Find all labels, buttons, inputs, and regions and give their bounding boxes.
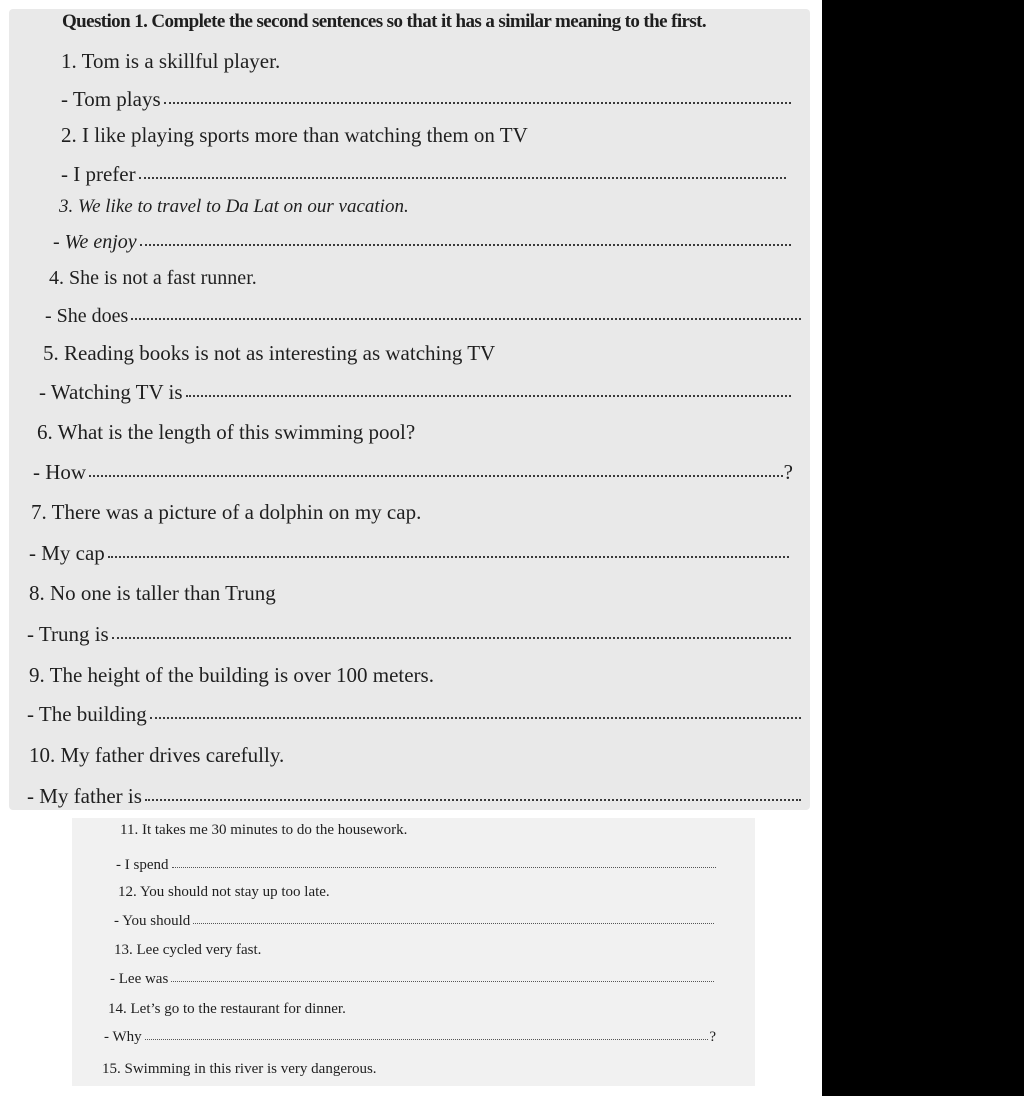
- item-15-prompt: 15. Swimming in this river is very dangerous.: [102, 1061, 377, 1077]
- answer-lead: - Watching TV is: [39, 380, 183, 404]
- item-6-answer-line[interactable]: [33, 460, 793, 485]
- answer-lead: - My cap: [29, 541, 105, 565]
- item-10-prompt: 10. My father drives carefully.: [29, 743, 285, 767]
- dotted-blank: [171, 981, 714, 982]
- item-7-prompt: 7. There was a picture of a dolphin on my cap.: [31, 500, 422, 524]
- dotted-blank: [164, 102, 791, 104]
- item-11-answer-line[interactable]: [116, 857, 716, 874]
- dotted-blank: [139, 177, 786, 179]
- item-1-prompt: 1. Tom is a skillful player.: [61, 49, 281, 73]
- item-13-answer-line[interactable]: [110, 971, 714, 988]
- item-14-prompt: 14. Let’s go to the restaurant for dinner.: [108, 1001, 346, 1017]
- item-3-prompt: 3. We like to travel to Da Lat on our vacation.: [59, 196, 409, 217]
- answer-tail: ?: [709, 1029, 716, 1045]
- worksheet-photo-top: [9, 9, 810, 810]
- answer-tail: ?: [783, 460, 793, 484]
- dotted-blank: [131, 318, 801, 320]
- dotted-blank: [112, 637, 791, 639]
- answer-lead: - I spend: [116, 857, 169, 873]
- item-7-answer-line[interactable]: [29, 541, 789, 566]
- black-margin: [822, 0, 1024, 1096]
- item-8-prompt: 8. No one is taller than Trung: [29, 581, 276, 605]
- item-14-answer-line[interactable]: [104, 1029, 716, 1046]
- dotted-blank: [89, 475, 783, 477]
- item-3-answer-line[interactable]: [53, 231, 791, 254]
- item-10-answer-line[interactable]: [27, 784, 801, 809]
- answer-lead: - She does: [45, 305, 129, 327]
- dotted-blank: [145, 1039, 709, 1040]
- answer-lead: - We enjoy: [53, 231, 137, 253]
- item-4-prompt: 4. She is not a fast runner.: [49, 267, 257, 289]
- answer-lead: - You should: [114, 913, 191, 929]
- item-6-prompt: 6. What is the length of this swimming pool?: [37, 420, 416, 444]
- worksheet-photo-bottom: [72, 818, 755, 1086]
- answer-lead: - My father is: [27, 784, 142, 808]
- question-title: Question 1. Complete the second sentences so that it has a similar meaning to the first.: [62, 11, 707, 32]
- item-5-answer-line[interactable]: [39, 380, 791, 405]
- item-9-answer-line[interactable]: [27, 702, 801, 727]
- answer-lead: - Tom plays: [61, 87, 161, 111]
- item-13-prompt: 13. Lee cycled very fast.: [114, 942, 262, 958]
- item-4-answer-line[interactable]: [45, 305, 801, 328]
- item-12-prompt: 12. You should not stay up too late.: [118, 884, 330, 900]
- item-2-answer-line[interactable]: [61, 162, 786, 187]
- item-8-answer-line[interactable]: [27, 622, 791, 647]
- dotted-blank: [172, 867, 717, 868]
- answer-lead: - Lee was: [110, 971, 169, 987]
- item-9-prompt: 9. The height of the building is over 100 meters.: [29, 663, 434, 687]
- answer-lead: - How: [33, 460, 87, 484]
- dotted-blank: [140, 244, 791, 246]
- dotted-blank: [150, 717, 801, 719]
- dotted-blank: [186, 395, 791, 397]
- answer-lead: - Why: [104, 1029, 142, 1045]
- answer-lead: - I prefer: [61, 162, 136, 186]
- item-2-prompt: 2. I like playing sports more than watching them on TV: [61, 123, 528, 147]
- dotted-blank: [108, 556, 789, 558]
- item-5-prompt: 5. Reading books is not as interesting as watching TV: [43, 341, 496, 365]
- item-12-answer-line[interactable]: [114, 913, 714, 930]
- dotted-blank: [145, 799, 801, 801]
- answer-lead: - The building: [27, 702, 147, 726]
- dotted-blank: [193, 923, 714, 924]
- item-1-answer-line[interactable]: [61, 87, 791, 112]
- answer-lead: - Trung is: [27, 622, 109, 646]
- item-11-prompt: 11. It takes me 30 minutes to do the housework.: [120, 822, 408, 838]
